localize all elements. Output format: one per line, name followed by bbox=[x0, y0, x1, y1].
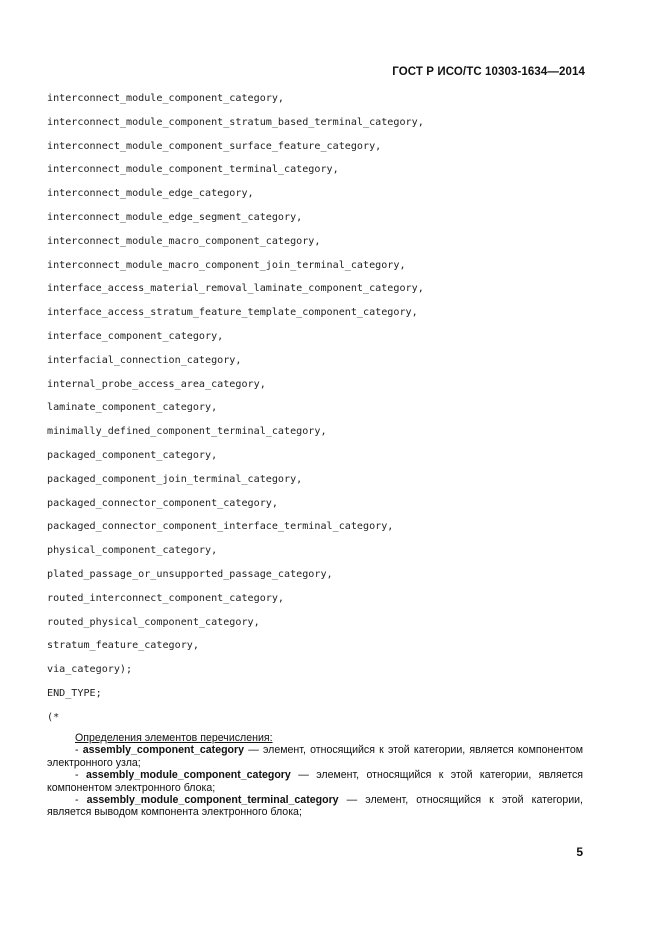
definition-item: - assembly_module_component_category — элемент, относящийся к этой категории, является компонентом электронного блока; bbox=[47, 769, 583, 794]
code-line: interface_access_material_removal_laminate_component_category, bbox=[47, 283, 424, 295]
definitions-section bbox=[47, 732, 583, 819]
code-line: interconnect_module_edge_category, bbox=[47, 188, 254, 200]
code-line: interconnect_module_macro_component_join_terminal_category, bbox=[47, 259, 406, 271]
definition-term: assembly_module_component_category bbox=[85, 769, 291, 782]
code-line: routed_physical_component_category, bbox=[47, 616, 260, 628]
code-line: stratum_feature_category, bbox=[47, 640, 199, 652]
code-line: via_category); bbox=[47, 664, 133, 676]
code-line: interconnect_module_component_category, bbox=[47, 93, 285, 104]
document-header: ГОСТ Р ИСО/ТС 10303-1634—2014 bbox=[392, 66, 585, 78]
code-line: interface_access_stratum_feature_template_component_category, bbox=[47, 307, 418, 319]
code-line: plated_passage_or_unsupported_passage_category, bbox=[47, 568, 333, 580]
code-line: packaged_connector_component_interface_terminal_category, bbox=[47, 521, 394, 533]
code-line: interconnect_module_macro_component_category, bbox=[47, 235, 321, 247]
code-line: packaged_component_category, bbox=[47, 449, 218, 461]
definition-item: - assembly_module_component_terminal_category — элемент, относящийся к этой категории, является выводом компонента электронного блока; bbox=[47, 794, 583, 819]
code-line: internal_probe_access_area_category, bbox=[47, 378, 266, 390]
definition-text: — элемент, относящийся к этой категории, является компонентом электронного узла; bbox=[47, 744, 583, 769]
code-line: interconnect_module_component_terminal_category, bbox=[47, 164, 339, 176]
definition-text: — элемент, относящийся к этой категории, является компонентом электронного блока; bbox=[47, 769, 583, 794]
definition-item: - assembly_component_category — элемент, относящийся к этой категории, является компонентом электронного узла; bbox=[47, 744, 583, 769]
definition-term: assembly_module_component_terminal_category bbox=[86, 794, 339, 807]
code-line: END_TYPE; bbox=[47, 687, 102, 699]
express-code-listing bbox=[47, 92, 424, 711]
code-line: routed_interconnect_component_category, bbox=[47, 592, 285, 604]
definition-text: — элемент, относящийся к этой категории, является выводом компонента электронного блока; bbox=[47, 794, 583, 819]
definition-term: assembly_component_category bbox=[82, 744, 245, 757]
code-line: interconnect_module_edge_segment_category, bbox=[47, 211, 303, 223]
definitions-title: Определения элементов перечисления: bbox=[75, 732, 273, 744]
code-line: interface_component_category, bbox=[47, 330, 224, 342]
code-line: physical_component_category, bbox=[47, 545, 218, 557]
page-number: 5 bbox=[576, 845, 583, 859]
code-line: packaged_connector_component_category, bbox=[47, 497, 278, 509]
code-line: interconnect_module_component_surface_feature_category, bbox=[47, 140, 382, 152]
code-line: interfacial_connection_category, bbox=[47, 354, 242, 366]
code-line: minimally_defined_component_terminal_category, bbox=[47, 426, 327, 438]
code-line: interconnect_module_component_stratum_based_terminal_category, bbox=[47, 116, 424, 128]
code-line: laminate_component_category, bbox=[47, 402, 218, 414]
code-line: packaged_component_join_terminal_category, bbox=[47, 473, 303, 485]
comment-open: (* bbox=[47, 712, 60, 723]
